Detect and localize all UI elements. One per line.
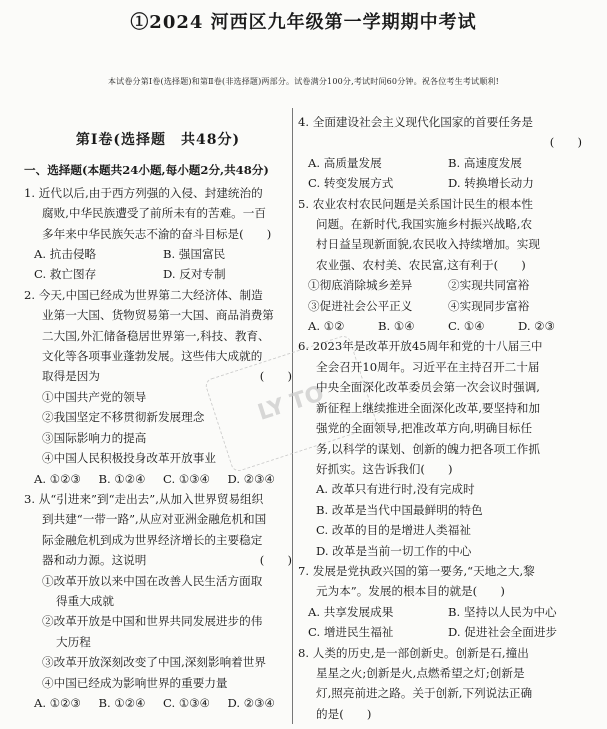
option-c[interactable]: C. 救亡图存 [34, 267, 97, 282]
option-a[interactable]: A. ①②③ [34, 695, 81, 710]
statement-item: ④中国已经成为影响世界的重要力量 [42, 675, 228, 690]
option-b[interactable]: B. ①②④ [98, 695, 146, 710]
exam-title: ①2024 河西区九年级第一学期期中考试 [130, 12, 477, 33]
option-row [298, 602, 588, 622]
question-line: 农业强、农村美、农民富,这有利于( ) [316, 257, 526, 272]
option-b[interactable]: B. ①②④ [98, 471, 146, 486]
answer-blank[interactable]: ( ) [549, 135, 582, 150]
question-line: 的是( ) [316, 706, 372, 721]
option-d[interactable]: D. ②③④ [227, 471, 275, 486]
watermark-stamp: LY TO [204, 334, 379, 473]
question-2 [24, 285, 292, 489]
option-b[interactable]: B. 改革是当代中国最鲜明的特色 [316, 502, 483, 517]
option-d[interactable]: D. 反对专制 [163, 267, 226, 282]
answer-blank[interactable]: ( ) [259, 553, 292, 568]
option-a[interactable]: A. ①②③ [34, 471, 81, 486]
statement-item: ④实现同步富裕 [448, 298, 530, 313]
option-row [24, 244, 292, 264]
item-row [298, 296, 588, 316]
part-title: 第Ⅰ卷(选择题 共48分) [75, 132, 241, 148]
exam-notice: 本试卷分第Ⅰ卷(选择题)和第Ⅱ卷(非选择题)两部分。试卷满分100分,考试时间60分钟。祝各位考生考试顺利! [107, 77, 500, 86]
option-row [298, 622, 588, 642]
option-c[interactable]: C. ①③④ [163, 695, 211, 710]
question-line: 多年来中华民族矢志不渝的奋斗目标是( ) [42, 226, 272, 241]
statement-item: ①改革开放以来中国在改善人民生活方面取 [42, 573, 263, 588]
option-b[interactable]: B. 高速度发展 [448, 155, 522, 170]
question-line: 务,以科学的谋划、创新的魄力把各项工作抓 [316, 441, 540, 456]
statement-item: ②改革开放是中国和世界共同发展进步的伟 [42, 614, 263, 629]
question-line: 问题。在新时代,我国实施乡村振兴战略,农 [316, 217, 533, 232]
question-line: 灯,照亮前进之路。关于创新,下列说法正确 [316, 686, 533, 701]
option-row [298, 316, 588, 336]
question-line: 2. 今天,中国已经成为世界第二大经济体、制造 [24, 287, 263, 302]
question-1 [24, 183, 292, 285]
section-heading: 一、选择题(本题共24小题,每小题2分,共48分) [24, 163, 269, 178]
option-row [24, 693, 292, 713]
question-line: 星星之火;创新是火,点燃希望之灯;创新是 [316, 665, 525, 680]
question-line: 6. 2023年是改革开放45周年和党的十八届三中 [298, 339, 543, 354]
question-line: 1. 近代以后,由于西方列强的入侵、封建统治的 [24, 185, 263, 200]
left-column [24, 110, 292, 713]
statement-item: ①中国共产党的领导 [42, 389, 147, 404]
option-c[interactable]: C. 改革的目的是增进人类福祉 [316, 523, 471, 538]
statement-item: 大历程 [56, 634, 91, 649]
option-a[interactable]: A. 改革只有进行时,没有完成时 [316, 482, 475, 497]
option-b[interactable]: B. 强国富民 [163, 247, 226, 262]
statement-item: ③促进社会公平正义 [308, 298, 413, 313]
option-row [298, 173, 588, 193]
question-8 [298, 643, 588, 725]
option-a[interactable]: A. 高质量发展 [308, 155, 382, 170]
question-line: 全会召开10周年。习近平在主持召开二十届 [316, 359, 540, 374]
question-line: 二大国,外汇储备稳居世界第一,科技、教育、 [42, 328, 270, 343]
question-line: 5. 农业农村农民问题是关系国计民生的根本性 [298, 196, 534, 211]
statement-item: ③国际影响力的提高 [42, 430, 147, 445]
question-line: 新征程上继续推进全面深化改革,要坚持和加 [316, 400, 540, 415]
option-b[interactable]: B. ①④ [378, 319, 415, 334]
item-row [298, 275, 588, 295]
option-c[interactable]: C. ①③④ [163, 471, 211, 486]
statement-item: ②我国坚定不移贯彻新发展理念 [42, 410, 205, 425]
option-c[interactable]: C. 转变发展方式 [308, 176, 394, 191]
option-a[interactable]: A. 抗击侵略 [34, 247, 97, 262]
option-row [298, 153, 588, 173]
option-d[interactable]: D. 转换增长动力 [448, 176, 534, 191]
option-a[interactable]: A. ①② [308, 319, 345, 334]
option-d[interactable]: D. ②③ [518, 319, 556, 334]
option-d[interactable]: D. ②③④ [227, 695, 275, 710]
question-7 [298, 561, 588, 643]
question-line: 好抓实。这告诉我们( ) [316, 461, 453, 476]
statement-item: ④中国人民积极投身改革开放事业 [42, 451, 216, 466]
question-line: 腐败,中华民族遭受了前所未有的苦难。一百 [42, 206, 266, 221]
question-line: 4. 全面建设社会主义现代化国家的首要任务是 [298, 115, 534, 129]
question-line-with-blank [24, 366, 292, 386]
question-line: 村日益呈现新面貌,农民收入持续增加。实现 [316, 237, 540, 252]
option-d[interactable]: D. 促进社会全面进步 [448, 625, 558, 640]
answer-blank[interactable]: ( ) [259, 369, 292, 384]
question-line: 业第一大国、货物贸易第一大国、商品消费第 [42, 308, 274, 323]
question-line: 文化等各项事业蓬勃发展。这些伟大成就的 [42, 349, 263, 364]
statement-item: ①彻底消除城乡差异 [308, 278, 413, 293]
question-line-with-blank [24, 550, 292, 570]
question-5 [298, 194, 588, 337]
statement-item: ③改革开放深刻改变了中国,深刻影响着世界 [42, 655, 266, 670]
question-line: 中央全面深化改革委员会第一次会议时强调, [316, 380, 540, 395]
question-6 [298, 336, 588, 560]
right-column [298, 112, 588, 724]
option-b[interactable]: B. 坚持以人民为中心 [448, 604, 557, 619]
question-line: 3. 从“引进来”到“走出去”,从加入世界贸易组织 [24, 491, 264, 506]
question-line: 元为本”。发展的根本目的就是( ) [316, 584, 505, 599]
statement-item: 得重大成就 [56, 593, 114, 608]
question-3 [24, 489, 292, 713]
option-row [24, 264, 292, 284]
question-4 [298, 112, 588, 194]
question-line: 际金融危机到成为世界经济增长的主要稳定 [42, 532, 263, 547]
option-row [24, 469, 292, 489]
option-c[interactable]: C. 增进民生福祉 [308, 625, 394, 640]
question-line: 到共建“一带一路”,从应对亚洲金融危机和国 [42, 512, 267, 527]
question-line: 8. 人类的历史,是一部创新史。创新是石,撞出 [298, 645, 529, 660]
question-line: 取得是因为 [42, 369, 100, 384]
statement-item: ②实现共同富裕 [448, 278, 530, 293]
question-line: 器和动力源。这说明 [42, 553, 147, 568]
option-c[interactable]: C. ①④ [448, 319, 485, 334]
option-d[interactable]: D. 改革是当前一切工作的中心 [316, 543, 472, 558]
question-line: 7. 发展是党执政兴国的第一要务,“天地之大,黎 [298, 563, 535, 578]
option-a[interactable]: A. 共享发展成果 [308, 604, 394, 619]
question-line: 强党的全面领导,把准改革方向,明确目标任 [316, 421, 533, 436]
